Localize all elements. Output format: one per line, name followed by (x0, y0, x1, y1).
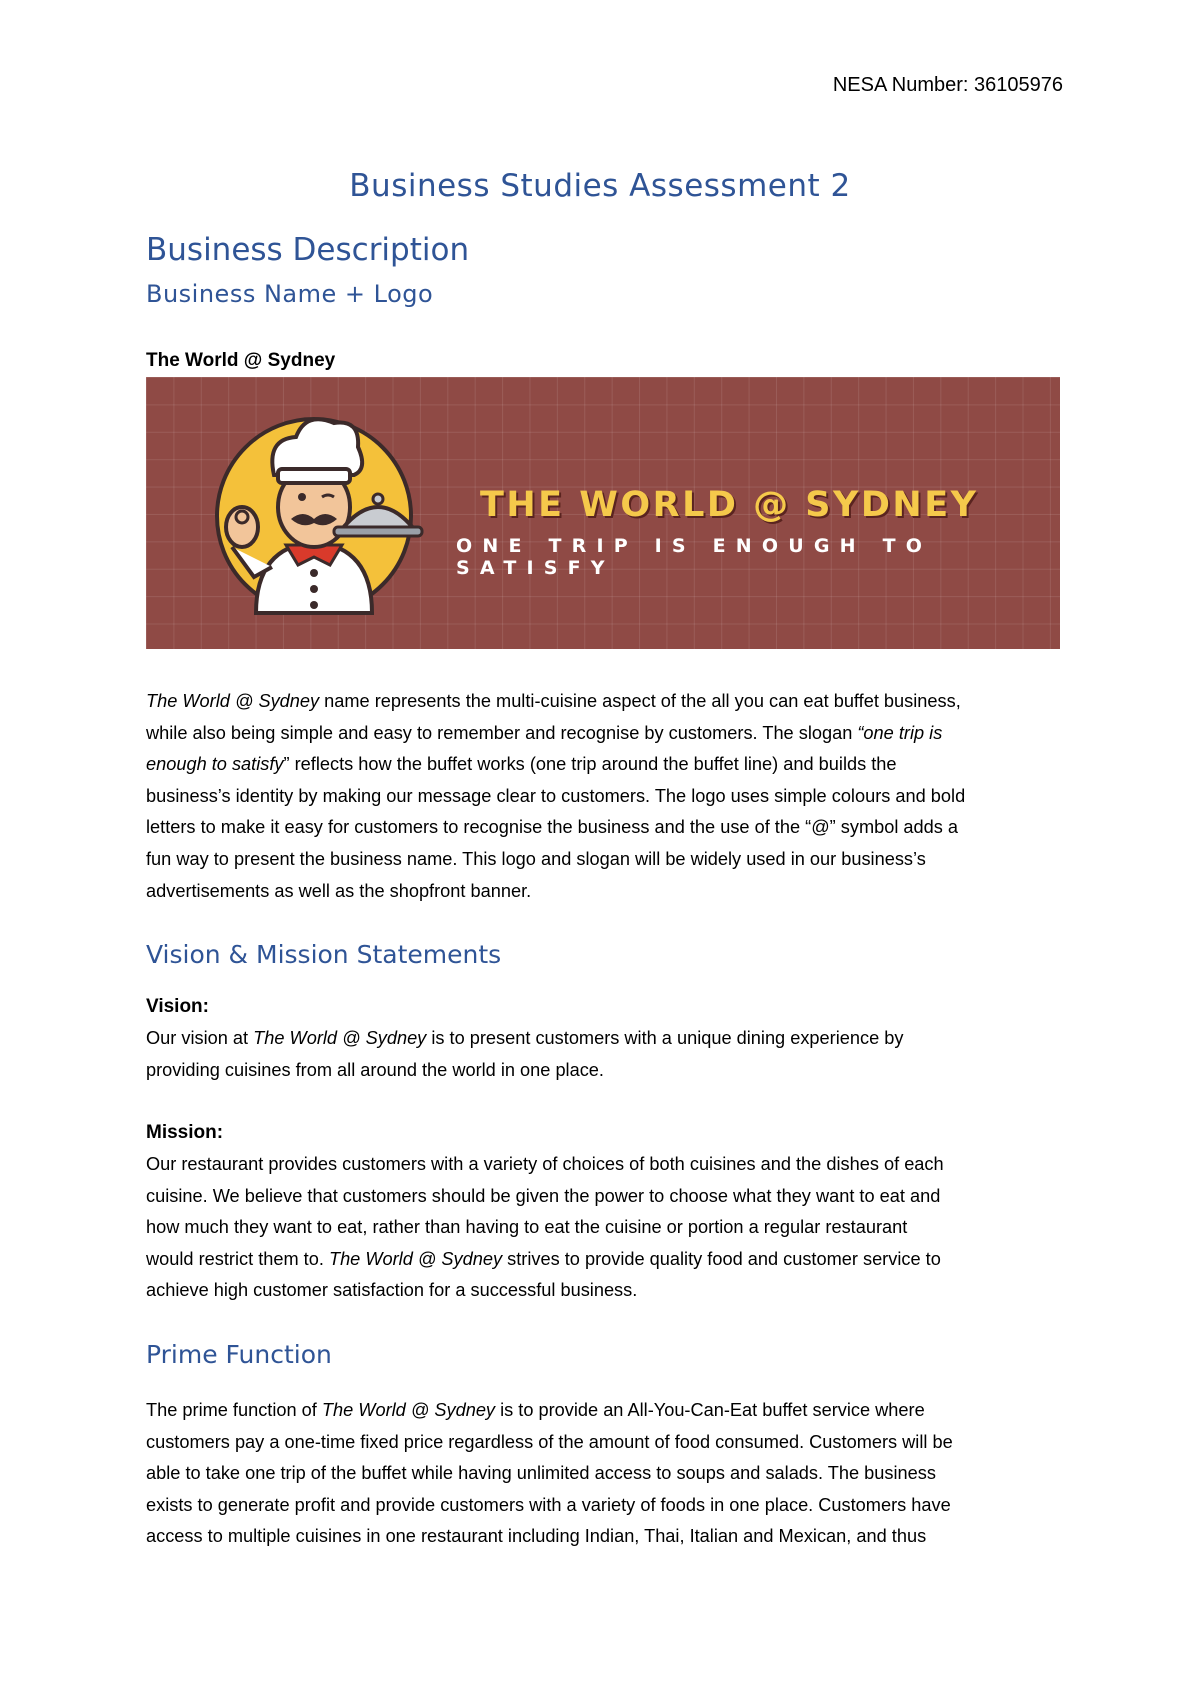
text-line: achieve high customer satisfaction for a successful business. (146, 1280, 638, 1301)
prime-function-paragraph (146, 1395, 1066, 1553)
subheading-business-name-logo: Business Name + Logo (146, 280, 434, 308)
vision-paragraph (146, 1023, 1066, 1086)
text-line: letters to make it easy for customers to recognise the business and the use of the “@” symbol adds a (146, 817, 959, 838)
text-line: enough to satisfy” reflects how the buffet works (one trip around the buffet line) and builds the (146, 754, 897, 775)
text-line: The prime function of The World @ Sydney is to provide an All-You-Can-Eat buffet service where (146, 1400, 925, 1420)
heading-vision-mission: Vision & Mission Statements (146, 940, 502, 969)
document-title: Business Studies Assessment 2 (349, 168, 851, 204)
text-line: while also being simple and easy to remember and recognise by customers. The slogan “one trip is (146, 722, 943, 743)
text-line: able to take one trip of the buffet while having unlimited access to soups and salads. The business (146, 1463, 936, 1484)
business-name-paragraph (146, 686, 1066, 907)
text-line: Our restaurant provides customers with a variety of choices of both cuisines and the dishes of each (146, 1154, 944, 1174)
text-line: access to multiple cuisines in one restaurant including Indian, Thai, Italian and Mexican, and thus (146, 1526, 927, 1547)
text-line: The World @ Sydney name represents the multi-cuisine aspect of the all you can eat buffet business, (146, 691, 961, 711)
logo-title: THE WORLD @ SYDNEY (480, 485, 979, 525)
mission-label: Mission: (146, 1122, 224, 1143)
heading-business-description: Business Description (146, 232, 470, 268)
text-line: how much they want to eat, rather than having to eat the cuisine or portion a regular restaurant (146, 1217, 908, 1238)
mission-paragraph (146, 1149, 1066, 1307)
logo-slogan: ONE TRIP IS ENOUGH TO SATISFY (456, 535, 933, 579)
text-line: would restrict them to. The World @ Sydney strives to provide quality food and customer service to (146, 1248, 941, 1269)
text-line: exists to generate profit and provide customers with a variety of foods in one place. Customers have (146, 1494, 951, 1515)
text-line: business’s identity by making our message clear to customers. The logo uses simple colours and bold (146, 785, 966, 806)
text-line: fun way to present the business name. This logo and slogan will be widely used in our business’s (146, 848, 926, 869)
heading-prime-function: Prime Function (146, 1340, 332, 1369)
nesa-number: NESA Number: 36105976 (832, 74, 1063, 96)
text-line: providing cuisines from all around the world in one place. (146, 1059, 604, 1080)
text-line: advertisements as well as the shopfront banner. (146, 880, 532, 901)
logo-banner (146, 377, 1060, 649)
business-name: The World @ Sydney (146, 350, 336, 371)
text-line: customers pay a one-time fixed price regardless of the amount of food consumed. Customers will be (146, 1431, 953, 1452)
text-line: cuisine. We believe that customers should be given the power to choose what they want to eat and (146, 1185, 941, 1206)
text-line: Our vision at The World @ Sydney is to present customers with a unique dining experience by (146, 1028, 904, 1048)
vision-label: Vision: (146, 996, 209, 1017)
